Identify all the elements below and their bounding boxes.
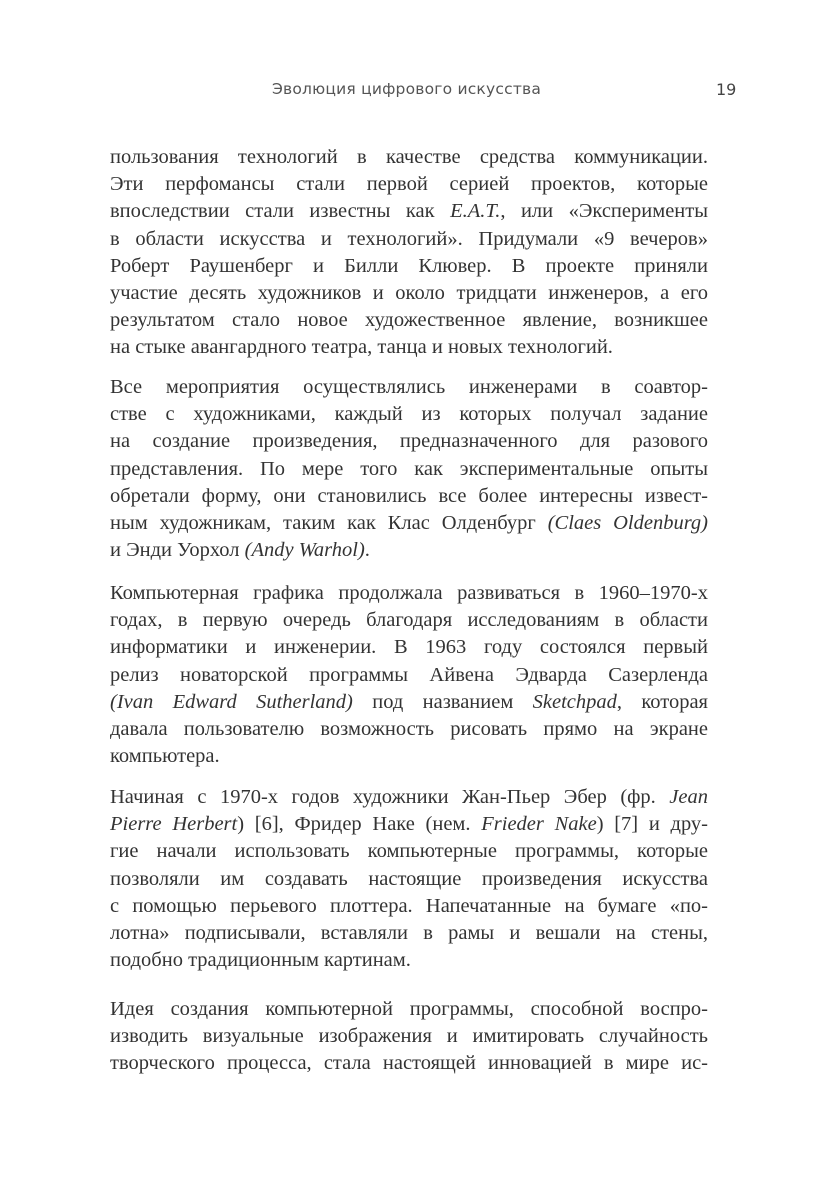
text-line <box>110 456 708 483</box>
text-line <box>110 838 708 865</box>
italic-text: Frieder Nake <box>481 813 597 836</box>
text-segment: стве с художниками, каждый из которых получал задание <box>110 403 708 426</box>
text-segment: в области искусства и технологий». Придумали «9 вечеров» <box>110 227 708 250</box>
text-line <box>110 428 708 455</box>
text-segment: пользования технологий в качестве средства коммуникации. <box>110 146 708 168</box>
running-header: Эволюция цифрового искусства <box>272 80 542 98</box>
text-segment: участие десять художников и около тридцати инженеров, а его <box>110 281 708 304</box>
text-segment: подобно традиционным картинам. <box>110 949 411 972</box>
text-segment: на стыке авангардного театра, танца и новых технологий. <box>110 336 613 359</box>
text-line <box>110 743 708 770</box>
text-line <box>110 920 708 947</box>
text-line <box>110 253 708 280</box>
text-segment: творческого процесса, стала настоящей инновацией в мире ис- <box>110 1052 708 1075</box>
text-segment: на создание произведения, предназначенного для разового <box>110 430 708 453</box>
paragraph <box>110 580 708 770</box>
text-line <box>110 226 708 253</box>
text-line <box>110 171 708 198</box>
page-number: 19 <box>716 80 737 99</box>
italic-text: Sketchpad <box>532 690 617 713</box>
text-segment: информатики и инженерии. В 1963 году состоялся первый <box>110 636 708 659</box>
text-line <box>110 483 708 510</box>
text-segment: , или «Эксперименты <box>500 200 708 223</box>
italic-text: (Andy Warhol) <box>244 539 365 562</box>
text-line <box>110 784 708 811</box>
text-line <box>110 1050 708 1077</box>
text-line <box>110 947 708 974</box>
text-line <box>110 280 708 307</box>
text-segment: Роберт Раушенберг и Билли Клювер. В проекте приняли <box>110 254 708 277</box>
text-segment: гие начали использовать компьютерные программы, которые <box>110 840 708 863</box>
italic-text: (Ivan Edward Sutherland) <box>110 690 353 713</box>
text-line <box>110 537 708 564</box>
text-segment: . <box>364 539 370 562</box>
text-segment: под названием <box>352 690 533 713</box>
text-line <box>110 1023 708 1050</box>
text-line <box>110 996 708 1023</box>
text-line <box>110 662 708 689</box>
text-segment: с помощью перьевого плоттера. Напечатанные на бумаге «по- <box>110 894 708 917</box>
text-line <box>110 866 708 893</box>
text-segment: впоследствии стали известны как <box>110 200 451 223</box>
text-line <box>110 401 708 428</box>
text-segment: Начиная с 1970-х годов художники Жан-Пьер Эбер (фр. <box>110 786 670 808</box>
text-segment: Эти перфомансы стали первой серией проектов, которые <box>110 173 708 196</box>
italic-text: Jean <box>669 786 708 808</box>
italic-text: E.A.T. <box>450 200 501 223</box>
paragraph <box>110 996 708 1078</box>
text-line <box>110 307 708 334</box>
text-line <box>110 893 708 920</box>
text-segment: представления. По мере того как экспериментальные опыты <box>110 457 708 480</box>
text-line <box>110 580 708 607</box>
paragraph <box>110 784 708 974</box>
text-segment: годах, в первую очередь благодаря исследованиям в области <box>110 609 708 632</box>
text-line <box>110 716 708 743</box>
text-line <box>110 634 708 661</box>
text-segment: позволяли им создавать настоящие произведения искусства <box>110 867 708 890</box>
text-segment: ) [6], Фридер Наке (нем. <box>237 813 482 836</box>
paragraph <box>110 374 708 564</box>
text-line <box>110 198 708 225</box>
text-segment: Идея создания компьютерной программы, способной воспро- <box>110 998 708 1020</box>
italic-text: Pierre Herbert <box>110 813 238 836</box>
text-line <box>110 689 708 716</box>
text-segment: ным художникам, таким как Клас Олденбург <box>110 511 548 534</box>
italic-text: (Claes Oldenburg) <box>547 511 708 534</box>
text-line <box>110 811 708 838</box>
text-segment: ) [7] и дру- <box>596 813 709 836</box>
text-segment: давала пользователю возможность рисовать прямо на экране <box>110 717 708 740</box>
text-line <box>110 334 708 361</box>
text-line <box>110 374 708 401</box>
text-segment: Компьютерная графика продолжала развиваться в 1960–1970-х <box>110 582 708 604</box>
text-segment: и Энди Уорхол <box>110 539 245 562</box>
text-segment: компьютера. <box>110 745 220 768</box>
text-line <box>110 144 708 171</box>
text-line <box>110 510 708 537</box>
text-segment: результатом стало новое художественное явление, возникшее <box>110 309 708 332</box>
text-segment: изводить визуальные изображения и имитировать случайность <box>110 1025 708 1048</box>
text-segment: , которая <box>616 690 708 713</box>
text-segment: релиз новаторской программы Айвена Эдварда Сазерленда <box>110 663 708 686</box>
text-segment: обретали форму, они становились все более интересны извест- <box>110 484 708 507</box>
text-line <box>110 607 708 634</box>
text-segment: лотна» подписывали, вставляли в рамы и вешали на стены, <box>110 921 708 944</box>
paragraph <box>110 144 708 362</box>
text-segment: Все мероприятия осуществлялись инженерами в соавтор- <box>110 376 708 398</box>
